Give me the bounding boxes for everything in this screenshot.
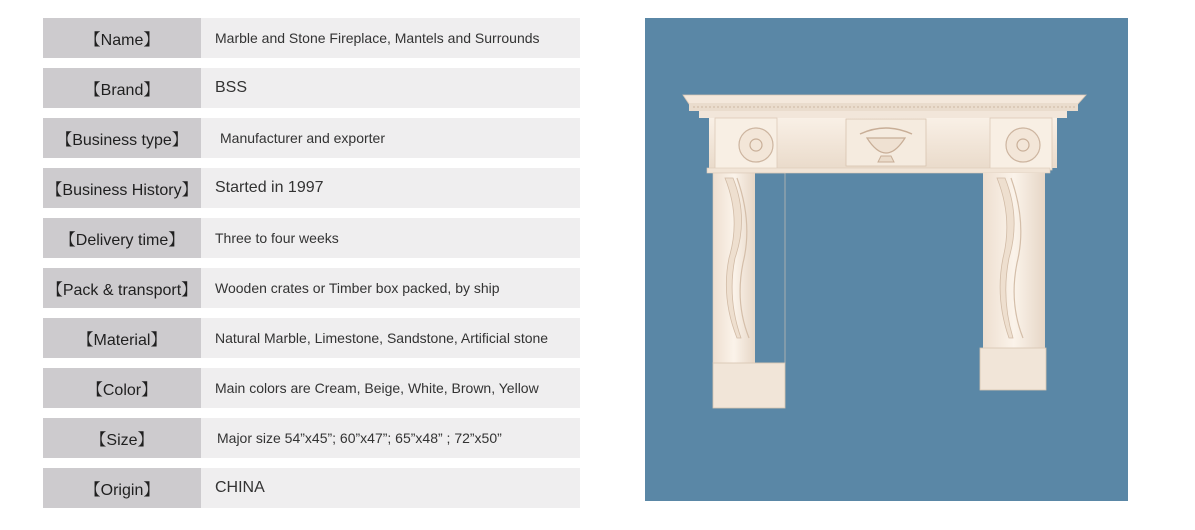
spec-value-pack-transport: Wooden crates or Timber box packed, by ship xyxy=(201,268,580,308)
spec-label-brand: 【Brand】 xyxy=(43,68,201,108)
spec-label-delivery-time: 【Delivery time】 xyxy=(43,218,201,258)
spec-row-pack-transport xyxy=(43,268,580,308)
spec-value-size: Major size 54”x45”; 60”x47”; 65”x48” ; 72”x50” xyxy=(201,418,580,458)
spec-value-origin: CHINA xyxy=(201,468,580,508)
spec-value-delivery-time: Three to four weeks xyxy=(201,218,580,258)
spec-label-size: 【Size】 xyxy=(43,418,201,458)
spec-row-color xyxy=(43,368,580,408)
spec-label-name: 【Name】 xyxy=(43,18,201,58)
spec-row-delivery-time xyxy=(43,218,580,258)
spec-value-color: Main colors are Cream, Beige, White, Brown, Yellow xyxy=(201,368,580,408)
spec-row-size xyxy=(43,418,580,458)
product-image-fireplace xyxy=(645,18,1128,501)
spec-value-name: Marble and Stone Fireplace, Mantels and Surrounds xyxy=(201,18,580,58)
spec-row-name xyxy=(43,18,580,58)
spec-row-brand xyxy=(43,68,580,108)
spec-label-origin: 【Origin】 xyxy=(43,468,201,508)
spec-row-origin xyxy=(43,468,580,508)
fireplace-illustration xyxy=(645,18,1128,501)
spec-value-business-type: Manufacturer and exporter xyxy=(201,118,580,158)
spec-label-color: 【Color】 xyxy=(43,368,201,408)
spec-label-pack-transport: 【Pack & transport】 xyxy=(43,268,201,308)
spec-row-business-history xyxy=(43,168,580,208)
spec-value-material: Natural Marble, Limestone, Sandstone, Artificial stone xyxy=(201,318,580,358)
spec-label-business-history: 【Business History】 xyxy=(43,168,201,208)
spec-label-material: 【Material】 xyxy=(43,318,201,358)
spec-row-business-type xyxy=(43,118,580,158)
spec-value-brand: BSS xyxy=(201,68,580,108)
spec-table xyxy=(43,18,580,518)
spec-value-business-history: Started in 1997 xyxy=(201,168,580,208)
spec-row-material xyxy=(43,318,580,358)
spec-label-business-type: 【Business type】 xyxy=(43,118,201,158)
